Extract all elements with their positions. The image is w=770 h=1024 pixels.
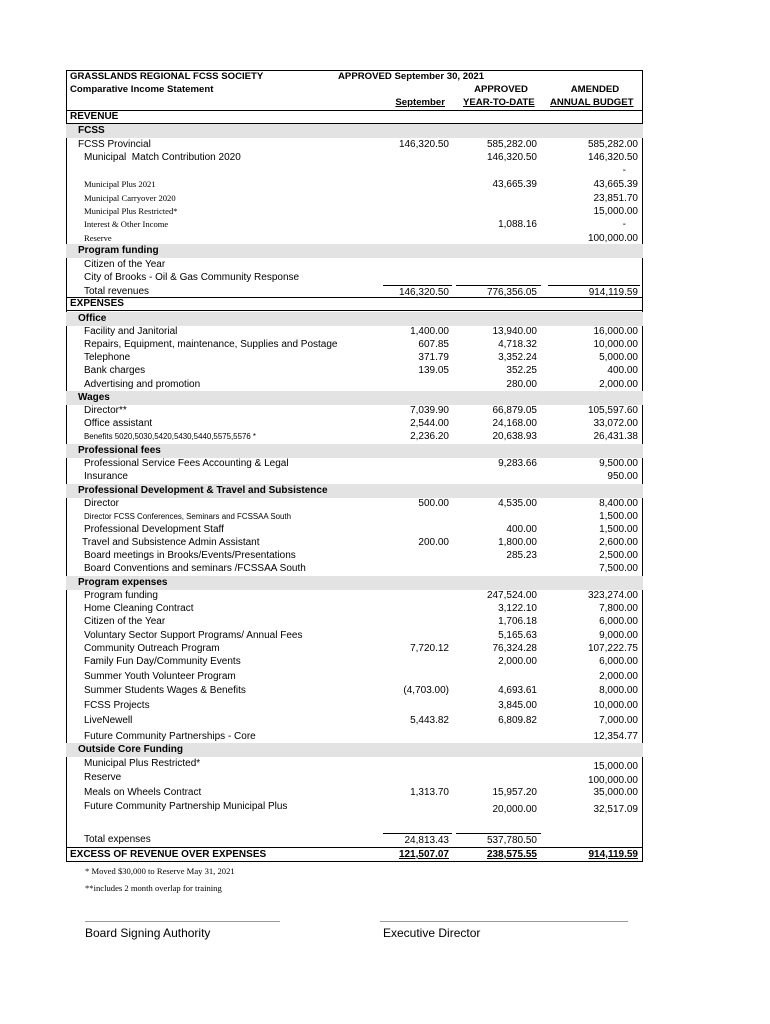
line-item: [66, 714, 643, 727]
year-to-date-value: 247,524.00: [486, 590, 537, 601]
line-item: [66, 205, 643, 218]
year-to-date-value: 238,575.55: [486, 849, 537, 860]
footnote-reserve: * Moved $30,000 to Reserve May 31, 2021: [85, 866, 235, 876]
row-label: Meals on Wheels Contract: [84, 787, 202, 798]
september-value: 1,400.00: [410, 326, 449, 337]
annual-budget-value: 105,597.60: [587, 405, 638, 416]
row-label: Interest & Other Income: [84, 219, 169, 229]
september-value: 2,236.20: [410, 431, 449, 442]
row-label: Future Community Partnerships - Core: [84, 731, 256, 742]
row-label: Professional Service Fees Accounting & Legal: [84, 458, 289, 469]
line-item: [66, 655, 643, 668]
row-label: Municipal Match Contribution 2020: [84, 152, 241, 163]
group-title: [66, 444, 643, 458]
annual-budget-value: 323,274.00: [587, 590, 638, 601]
annual-budget-value: 9,500.00: [599, 458, 638, 469]
annual-budget-value: 7,000.00: [599, 715, 638, 726]
board-signing-authority-label: Board Signing Authority: [85, 926, 211, 940]
september-value: 24,813.43: [383, 833, 452, 847]
annual-budget-value: 23,851.70: [593, 193, 638, 204]
line-item: [66, 325, 643, 338]
line-item: [66, 523, 643, 536]
line-item: [66, 771, 643, 784]
annual-budget-value: 585,282.00: [587, 139, 638, 150]
line-item: [66, 602, 643, 615]
year-to-date-value: 4,693.61: [498, 685, 537, 696]
year-to-date-value: 1,706.18: [498, 616, 537, 627]
row-label: Wages: [78, 392, 110, 403]
row-label: Family Fun Day/Community Events: [84, 656, 241, 667]
year-to-date-value: 3,845.00: [498, 700, 537, 711]
annual-budget-value: 146,320.50: [587, 152, 638, 163]
row-label: Insurance: [84, 471, 128, 482]
year-to-date-value: 13,940.00: [492, 326, 537, 337]
annual-budget-column-header: ANNUAL BUDGET: [550, 97, 634, 108]
september-value: 371.79: [418, 352, 449, 363]
line-item: [66, 510, 643, 523]
annual-budget-value: 16,000.00: [593, 326, 638, 337]
september-value: 146,320.50: [383, 285, 452, 299]
annual-budget-value: 2,000.00: [599, 671, 638, 682]
year-to-date-value: 15,957.20: [492, 787, 537, 798]
year-to-date-value: 3,122.10: [498, 603, 537, 614]
september-value: 607.85: [418, 339, 449, 350]
year-to-date-value: 43,665.39: [492, 179, 537, 190]
group-title: [66, 391, 643, 405]
year-to-date-value: 4,535.00: [498, 498, 537, 509]
row-label: Citizen of the Year: [84, 616, 166, 627]
line-item: [66, 138, 643, 151]
line-item: [66, 684, 643, 697]
september-value: (4,703.00): [403, 685, 449, 696]
expenses-section-title: [66, 297, 643, 311]
row-label: Telephone: [84, 352, 131, 363]
september-value: 121,507.07: [398, 849, 449, 860]
amended-column-caption: AMENDED: [570, 84, 620, 95]
annual-budget-value: 43,665.39: [593, 179, 638, 190]
year-to-date-value: 20,000.00: [492, 804, 537, 815]
line-item: [66, 497, 643, 510]
annual-budget-value: 8,400.00: [599, 498, 638, 509]
line-item: [66, 730, 643, 743]
year-to-date-value: 1,800.00: [498, 537, 537, 548]
row-label: Board meetings in Brooks/Events/Presentations: [84, 550, 296, 561]
row-label: Director**: [84, 405, 127, 416]
annual-budget-value: 32,517.09: [593, 804, 638, 815]
september-value: 146,320.50: [398, 139, 449, 150]
row-label: Citizen of the Year: [84, 259, 166, 270]
board-signature-line: [85, 921, 280, 922]
year-to-date-value: 5,165.63: [498, 630, 537, 641]
executive-director-label: Executive Director: [383, 926, 481, 940]
line-item: [66, 757, 643, 770]
row-label: FCSS Projects: [84, 700, 150, 711]
year-to-date-value: 285.23: [506, 550, 537, 561]
row-label: Municipal Plus 2021: [84, 179, 156, 189]
row-label: Future Community Partnership Municipal Plus: [84, 801, 288, 812]
line-item: [66, 615, 643, 628]
row-label: Professional Development & Travel and Subsistence: [78, 485, 328, 496]
row-label: Advertising and promotion: [84, 379, 201, 390]
line-item: [66, 351, 643, 364]
september-value: 200.00: [418, 537, 449, 548]
annual-budget-value: 1,500.00: [599, 524, 638, 535]
year-to-date-value: 24,168.00: [492, 418, 537, 429]
annual-budget-value: 107,222.75: [587, 643, 638, 654]
annual-budget-value: 100,000.00: [587, 775, 638, 786]
group-title: [66, 576, 643, 590]
row-label: EXCESS OF REVENUE OVER EXPENSES: [70, 849, 267, 860]
row-label: Outside Core Funding: [78, 744, 183, 755]
footnote-overlap: **includes 2 month overlap for training: [85, 883, 222, 893]
line-item: [66, 470, 643, 483]
annual-budget-value: 10,000.00: [593, 339, 638, 350]
year-to-date-value: 146,320.50: [486, 152, 537, 163]
row-label: Program funding: [84, 590, 158, 601]
line-item: [66, 417, 643, 430]
year-to-date-value: 20,638.93: [492, 431, 537, 442]
annual-budget-value: 15,000.00: [593, 761, 638, 772]
year-to-date-value: 400.00: [506, 524, 537, 535]
annual-budget-value: 12,354.77: [593, 731, 638, 742]
line-item: [66, 800, 643, 813]
row-label: REVENUE: [70, 111, 119, 122]
line-item: [66, 338, 643, 351]
annual-budget-value: 35,000.00: [593, 787, 638, 798]
row-label: Home Cleaning Contract: [84, 603, 194, 614]
line-item: [66, 192, 643, 205]
annual-budget-value: -: [622, 219, 626, 230]
row-label: Summer Youth Volunteer Program: [84, 671, 236, 682]
row-label: Community Outreach Program: [84, 643, 220, 654]
year-to-date-value: 1,088.16: [498, 219, 537, 230]
annual-budget-value: 100,000.00: [587, 233, 638, 244]
line-item: [66, 457, 643, 470]
excess-of-revenue-row: [66, 847, 643, 861]
row-label: Municipal Carryover 2020: [84, 193, 176, 203]
year-to-date-value: 2,000.00: [498, 656, 537, 667]
director-signature-line: [380, 921, 628, 922]
annual-budget-value: 8,000.00: [599, 685, 638, 696]
september-value: 500.00: [418, 498, 449, 509]
year-to-date-column-header: YEAR-TO-DATE: [463, 97, 535, 108]
approval-date: APPROVED September 30, 2021: [338, 71, 485, 82]
year-to-date-value: 537,780.50: [456, 833, 541, 847]
line-item: [66, 404, 643, 417]
line-item: [66, 562, 643, 575]
september-value: 7,039.90: [410, 405, 449, 416]
annual-budget-value: 950.00: [607, 471, 638, 482]
line-item: [66, 271, 643, 284]
annual-budget-value: 6,000.00: [599, 656, 638, 667]
total-expenses-row: [66, 833, 643, 846]
line-item: [66, 378, 643, 391]
revenue-section-title: [66, 110, 643, 124]
line-item: [66, 258, 643, 271]
year-to-date-value: 280.00: [506, 379, 537, 390]
annual-budget-value: 914,119.59: [548, 285, 640, 299]
row-label: Board Conventions and seminars /FCSSAA South: [84, 563, 306, 574]
group-title: [66, 124, 643, 138]
row-label: Benefits 5020,5030,5420,5430,5440,5575,5576 *: [84, 432, 256, 441]
year-to-date-value: 3,352.24: [498, 352, 537, 363]
row-label: Program funding: [78, 245, 159, 256]
september-value: 139.05: [418, 365, 449, 376]
year-to-date-value: 66,879.05: [492, 405, 537, 416]
row-label: Reserve: [84, 772, 122, 783]
row-label: Summer Students Wages & Benefits: [84, 685, 246, 696]
annual-budget-value: 1,500.00: [599, 511, 638, 522]
group-title: [66, 743, 643, 757]
group-title: [66, 312, 643, 326]
year-to-date-value: 776,356.05: [456, 285, 541, 299]
september-value: 1,313.70: [410, 787, 449, 798]
annual-budget-value: 2,000.00: [599, 379, 638, 390]
row-label: Professional Development Staff: [84, 524, 224, 535]
year-to-date-value: 6,809.82: [498, 715, 537, 726]
row-label: Municipal Plus Restricted*: [84, 206, 178, 216]
line-item: [66, 218, 643, 231]
row-label: Repairs, Equipment, maintenance, Supplies and Postage: [84, 339, 338, 350]
line-item: [66, 430, 643, 443]
row-label: City of Brooks - Oil & Gas Community Response: [84, 272, 300, 283]
row-label: Director FCSS Conferences, Seminars and FCSSAA South: [84, 512, 291, 521]
annual-budget-value: 400.00: [607, 365, 638, 376]
annual-budget-value: -: [622, 165, 626, 176]
september-value: 7,720.12: [410, 643, 449, 654]
row-label: FCSS Provincial: [78, 139, 151, 150]
organization-name: GRASSLANDS REGIONAL FCSS SOCIETY: [70, 71, 264, 82]
annual-budget-value: 33,072.00: [593, 418, 638, 429]
approved-column-caption: APPROVED: [474, 84, 528, 95]
row-label: Municipal Plus Restricted*: [84, 758, 201, 769]
year-to-date-value: 4,718.32: [498, 339, 537, 350]
line-item: [66, 178, 643, 191]
annual-budget-value: 7,500.00: [599, 563, 638, 574]
annual-budget-value: 15,000.00: [593, 206, 638, 217]
year-to-date-value: 76,324.28: [492, 643, 537, 654]
row-label: Office assistant: [84, 418, 153, 429]
row-label: Travel and Subsistence Admin Assistant: [82, 537, 260, 548]
row-label: Voluntary Sector Support Programs/ Annual Fees: [84, 630, 303, 641]
year-to-date-value: 352.25: [506, 365, 537, 376]
row-label: Director: [84, 498, 120, 509]
group-title: [66, 484, 643, 498]
line-item: [66, 364, 643, 377]
row-label: Professional fees: [78, 445, 161, 456]
line-item: [66, 699, 643, 712]
year-to-date-value: 9,283.66: [498, 458, 537, 469]
row-label: Reserve: [84, 233, 112, 243]
row-label: Total expenses: [84, 834, 151, 845]
annual-budget-value: 2,500.00: [599, 550, 638, 561]
row-label: Office: [78, 313, 107, 324]
annual-budget-value: 2,600.00: [599, 537, 638, 548]
row-label: FCSS: [78, 125, 105, 136]
line-item: [66, 164, 643, 177]
row-label: LiveNewell: [84, 715, 133, 726]
line-item: [66, 670, 643, 683]
annual-budget-value: 5,000.00: [599, 352, 638, 363]
annual-budget-value: 9,000.00: [599, 630, 638, 641]
group-title: [66, 244, 643, 258]
line-item: [66, 151, 643, 164]
row-label: Bank charges: [84, 365, 146, 376]
annual-budget-value: 10,000.00: [593, 700, 638, 711]
line-item: [66, 642, 643, 655]
row-label: EXPENSES: [70, 298, 124, 309]
line-item: [66, 786, 643, 799]
annual-budget-value: 7,800.00: [599, 603, 638, 614]
line-item: [66, 549, 643, 562]
annual-budget-value: 6,000.00: [599, 616, 638, 627]
row-label: Total revenues: [84, 286, 150, 297]
line-item: [66, 589, 643, 602]
line-item: [66, 629, 643, 642]
september-value: 5,443.82: [410, 715, 449, 726]
row-label: Program expenses: [78, 577, 168, 588]
september-value: 2,544.00: [410, 418, 449, 429]
line-item: [66, 536, 643, 549]
september-column-header: September: [395, 97, 445, 108]
row-label: Facility and Janitorial: [84, 326, 178, 337]
annual-budget-value: 26,431.38: [593, 431, 638, 442]
statement-title: Comparative Income Statement: [70, 84, 214, 95]
year-to-date-value: 585,282.00: [486, 139, 537, 150]
annual-budget-value: 914,119.59: [588, 849, 638, 860]
